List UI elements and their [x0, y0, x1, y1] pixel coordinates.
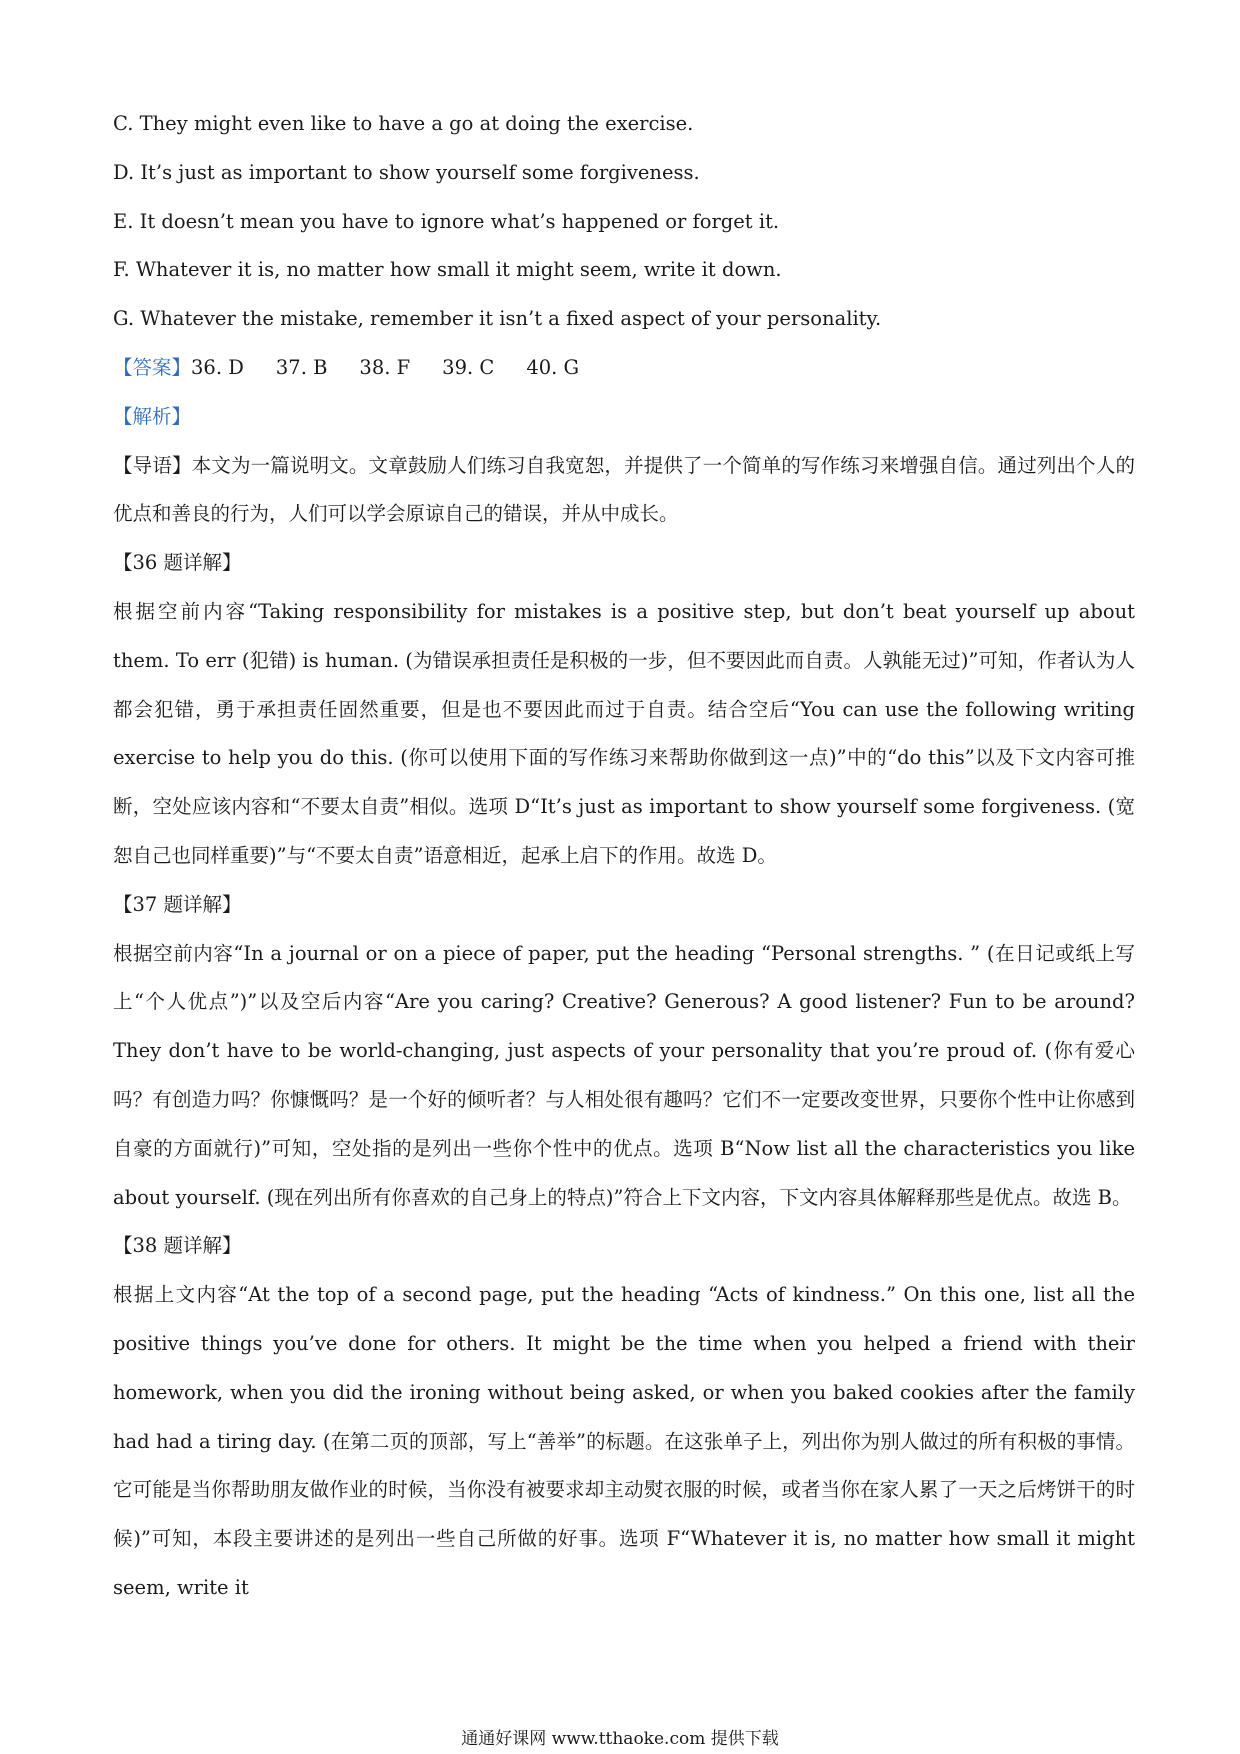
q37-explanation: 根据空前内容“In a journal or on a piece of paper, put the heading “Personal strengths. ” (在日记或纸上写上“个人优点”)”以及空后内容“Are you caring? Creative? Generous? A good listener? Fun to be around? They don’t have to be world-changing, just aspects of your personality that you’re proud of. (你有爱心吗？有创造力吗？你慷慨吗？是一个好的倾听者？与人相处很有趣吗？它们不一定要改变世界，只要你个性中让你感到自豪的方面就行)”可知，空处指的是列出一些你个性中的优点。选项 B“Now list all the characteristics you like about yourself. (现在列出所有你喜欢的自己身上的特点)”符合上下文内容，下文内容具体解释那些是优点。故选 B。 [113, 941, 1135, 1209]
q38-explanation: 根据上文内容“At the top of a second page, put the heading “Acts of kindness.” On this one, list all the positive things you’ve done for others. It might be the time when you helped a friend with their homework, when you did the ironing without being asked, or when you baked cookies after the family had had a tiring day. (在第二页的顶部，写上“善举”的标题。在这张单子上，列出你为别人做过的所有积极的事情。它可能是当你帮助朋友做作业的时候，当你没有被要求却主动熨衣服的时候，或者当你在家人累了一天之后烤饼干的时候)”可知，本段主要讲述的是列出一些自己所做的好事。选项 F“Whatever it is, no matter how small it might seem, write it [113, 1283, 1135, 1599]
analysis-label: 【解析】 [113, 404, 192, 428]
intro-paragraph: 【导语】本文为一篇说明文。文章鼓励人们练习自我宽恕，并提供了一个简单的写作练习来增强自信。通过列出个人的优点和善良的行为，人们可以学会原谅自己的错误，并从中成长。 [113, 453, 1135, 526]
answer-38: 38. F [359, 355, 411, 379]
answer-36: 36. D [191, 355, 244, 379]
q38-heading: 【38 题详解】 [113, 1234, 242, 1258]
option-g: G. Whatever the mistake, remember it isn’t a fixed aspect of your personality. [113, 307, 882, 331]
answer-39: 39. C [442, 355, 495, 379]
q37-heading: 【37 题详解】 [113, 892, 242, 916]
answer-37: 37. B [275, 355, 328, 379]
answer-line [113, 344, 1135, 393]
page-footer: 通通好课网 www.tthaoke.com 提供下载 [461, 1729, 779, 1749]
option-c: C. They might even like to have a go at doing the exercise. [113, 112, 694, 135]
answer-40: 40. G [526, 355, 580, 379]
document-content [113, 100, 1135, 1613]
option-e: E. It doesn’t mean you have to ignore what’s happened or forget it. [113, 209, 780, 233]
answer-label: 【答案】 [113, 355, 192, 379]
option-f: F. Whatever it is, no matter how small it might seem, write it down. [113, 258, 782, 282]
q36-heading: 【36 题详解】 [113, 551, 242, 575]
q36-explanation: 根据空前内容“Taking responsibility for mistakes is a positive step, but don’t beat yourself up about them. To err (犯错) is human. (为错误承担责任是积极的一步，但不要因此而自责。人孰能无过)”可知，作者认为人都会犯错，勇于承担责任固然重要，但是也不要因此而过于自责。结合空后“You can use the following writing exercise to help you do this. (你可以使用下面的写作练习来帮助你做到这一点)”中的“do this”以及下文内容可推断，空处应该内容和“不要太自责”相似。选项 D“It’s just as important to show yourself some forgiveness. (宽恕自己也同样重要)”与“不要太自责”语意相近，起承上启下的作用。故选 D。 [113, 599, 1135, 867]
option-d: D. It’s just as important to show yourself some forgiveness. [113, 160, 700, 184]
